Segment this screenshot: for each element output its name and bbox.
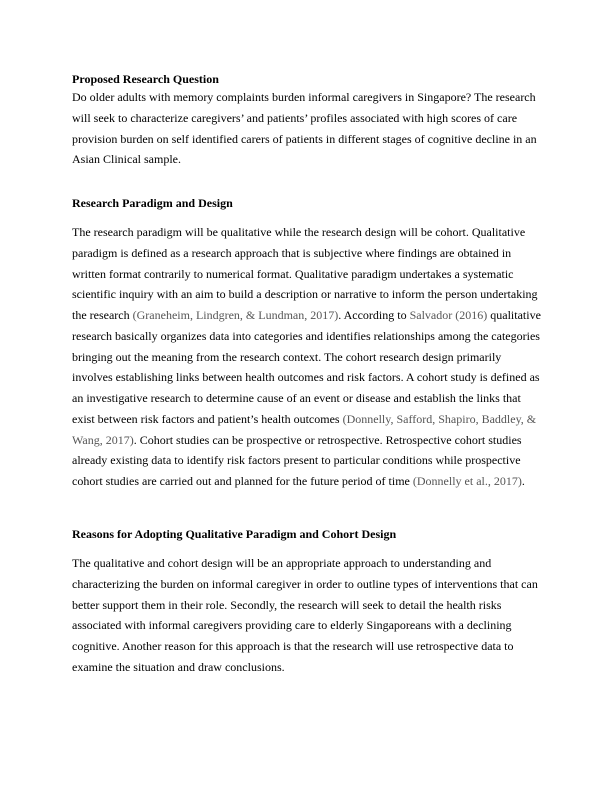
citation: (Donnelly et al., 2017) — [412, 474, 522, 488]
paragraph-research-question — [72, 87, 542, 170]
citation: Salvador (2016) — [409, 308, 488, 322]
paragraph-text: . According to — [338, 308, 410, 322]
paragraph-text: qualitative research basically organizes data into categories and identifies relationships among the categories bringing out the meaning from the research context. The cohort research design primarily involves establishing links between health outcomes and risk factors. A cohort study is defined as an investigative research to determine cause of an event or disease and establish the links that exist between risk factors and patient’s health outcomes — [72, 308, 541, 426]
section-heading-research-question: Proposed Research Question — [72, 72, 219, 86]
citation: (Donnelly, Safford, Shapiro, Baddley, & Wang, 2017) — [72, 411, 537, 447]
paragraph-text: Do older adults with memory complaints burden informal caregivers in Singapore? The research will seek to characterize caregivers’ and patients’ profiles associated with high scores of care provision burden on self identified carers of patients in different stages of cognitive decline in an Asian Clinical sample. — [72, 90, 537, 167]
section-heading-paradigm-design: Research Paradigm and Design — [72, 196, 233, 210]
paragraph-text: . — [521, 474, 525, 488]
paragraph-paradigm-design — [72, 222, 542, 492]
citation: (Graneheim, Lindgren, & Lundman, 2017) — [132, 308, 339, 322]
paragraph-reasons — [72, 553, 542, 678]
paragraph-text: . Cohort studies can be prospective or retrospective. Retrospective cohort studies already existing data to identify risk factors present to particular conditions while prospective cohort studies are carried out and planned for the future period of time — [72, 432, 522, 488]
paragraph-text: The qualitative and cohort design will be an appropriate approach to understanding and characterizing the burden on informal caregiver in order to outline types of interventions that can better support them in their role. Secondly, the research will seek to detail the health risks associated with informal caregivers providing care to elderly Singaporeans with a declining cognitive. Another reason for this approach is that the research will use retrospective data to examine the situation and draw conclusions. — [72, 556, 538, 674]
section-heading-reasons: Reasons for Adopting Qualitative Paradigm and Cohort Design — [72, 527, 397, 541]
paragraph-text: The research paradigm will be qualitative while the research design will be cohort. Qualitative paradigm is defined as a research approach that is subjective where findings are obtained in written format contrarily to numerical format. Qualitative paradigm undertakes a systematic scientific inquiry with an aim to build a description or narrative to inform the person undertaking the research — [72, 225, 538, 322]
